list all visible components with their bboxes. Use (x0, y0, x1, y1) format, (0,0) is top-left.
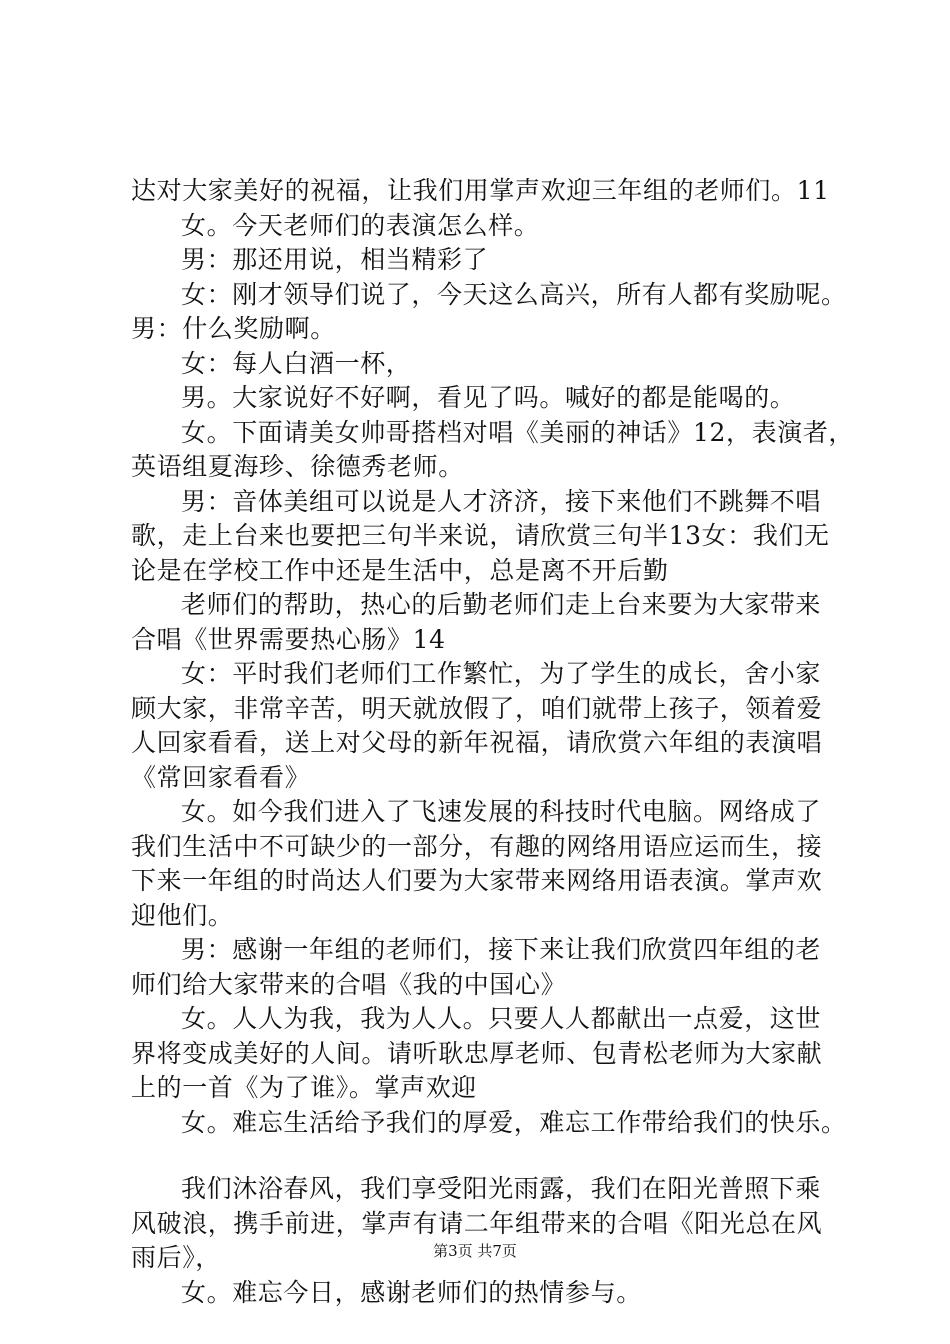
text-line: 女。难忘今日，感谢老师们的热情参与。 (181, 1277, 642, 1307)
text-line: 合唱《世界需要热心肠》14 (131, 624, 446, 654)
text-line: 男：音体美组可以说是人才济济，接下来他们不跳舞不唱 (181, 486, 822, 516)
text-line: 女：每人白酒一杯， (181, 348, 412, 378)
text-line: 论是在学校工作中还是生活中，总是离不开后勤 (131, 555, 669, 585)
text-line: 女。下面请美女帅哥搭档对唱《美丽的神话》12，表演者， (181, 417, 855, 447)
document-body (131, 174, 855, 1310)
text-line: 英语组夏海珍、徐德秀老师。 (131, 452, 464, 481)
text-line: 女：刚才领导们说了，今天这么高兴，所有人都有奖励呢。 (181, 279, 847, 309)
text-line: 我们生活中不可缺少的一部分，有趣的网络用语应运而生，接 (131, 831, 823, 861)
text-line: 《常回家看看》 (131, 762, 311, 792)
text-line: 我们沐浴春风，我们享受阳光雨露，我们在阳光普照下乘 (181, 1174, 822, 1203)
text-line: 女。今天老师们的表演怎么样。 (181, 210, 540, 240)
text-line: 男：感谢一年组的老师们，接下来让我们欣赏四年组的老 (181, 935, 822, 964)
text-line: 顾大家，非常辛苦，明天就放假了，咱们就带上孩子，领着爱 (131, 693, 823, 723)
text-line: 女。难忘生活给予我们的厚爱，难忘工作带给我们的快乐。 (181, 1107, 847, 1137)
page-footer: 第3页 共7页 (433, 1242, 517, 1260)
text-line: 人回家看看，送上对父母的新年祝福，请欣赏六年组的表演唱 (131, 728, 823, 757)
text-line: 男：那还用说，相当精彩了 (181, 245, 489, 274)
text-line: 师们给大家带来的合唱《我的中国心》 (131, 969, 567, 999)
text-line: 雨后》， (131, 1243, 221, 1272)
text-line: 迎他们。 (131, 900, 234, 930)
text-line: 达对大家美好的祝福，让我们用掌声欢迎三年组的老师们。11 (131, 176, 830, 205)
text-line: 老师们的帮助，热心的后勤老师们走上台来要为大家带来 (181, 590, 822, 619)
text-line: 女。如今我们进入了飞速发展的科技时代电脑。网络成了 (181, 797, 822, 826)
text-line: 上的一首《为了谁》。掌声欢迎 (131, 1073, 477, 1102)
text-line: 歌，走上台来也要把三句半来说，请欣赏三句半13女：我们无 (131, 521, 830, 550)
text-line: 下来一年组的时尚达人们要为大家带来网络用语表演。掌声欢 (131, 866, 823, 895)
text-line: 女：平时我们老师们工作繁忙，为了学生的成长，舍小家 (181, 659, 822, 688)
text-line: 风破浪，携手前进，掌声有请二年组带来的合唱《阳光总在风 (131, 1208, 823, 1238)
text-line: 男：什么奖励啊。 (131, 314, 336, 343)
text-line: 女。人人为我，我为人人。只要人人都献出一点爱，这世 (181, 1004, 822, 1033)
text-line: 界将变成美好的人间。请听耿忠厚老师、包青松老师为大家献 (131, 1038, 823, 1068)
text-line: 男。大家说好不好啊，看见了吗。喊好的都是能喝的。 (181, 383, 796, 412)
paragraph-gap (131, 1140, 851, 1172)
